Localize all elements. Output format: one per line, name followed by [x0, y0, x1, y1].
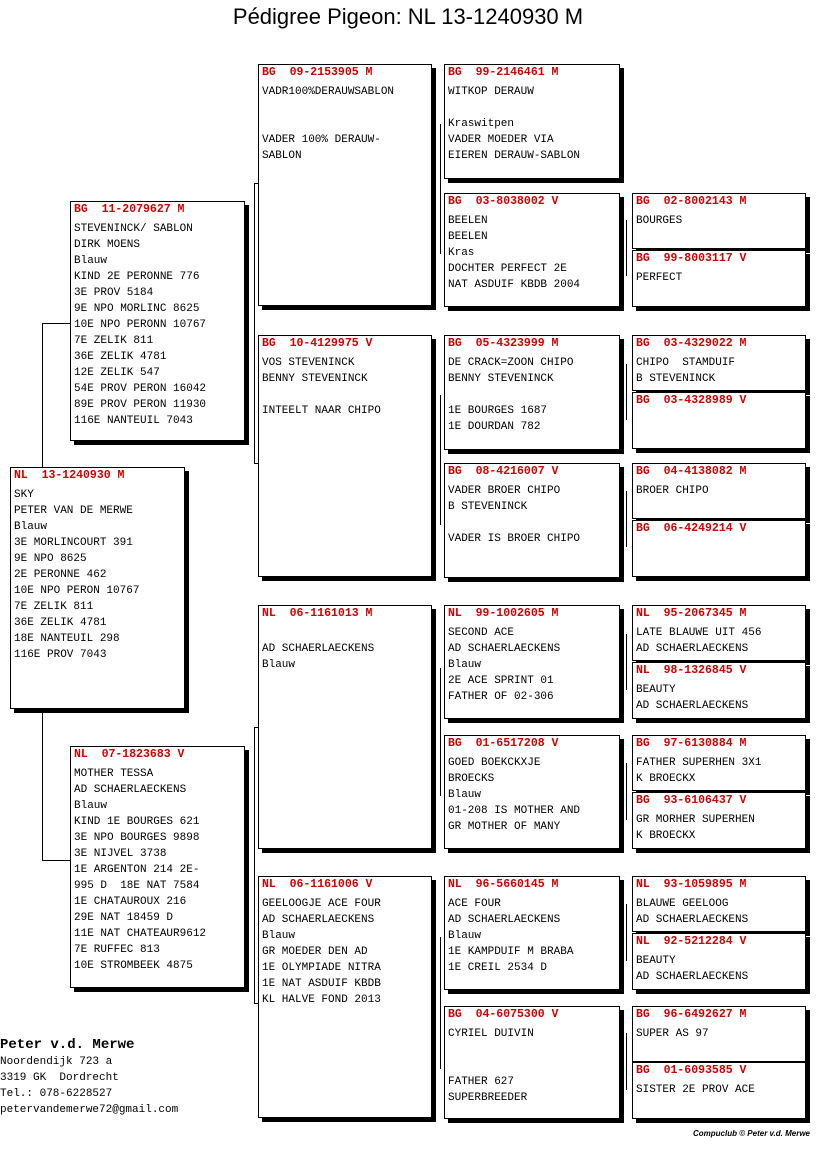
detail-line: K BROECKX: [636, 773, 696, 785]
ring-number: BG 99-8003117 V: [636, 252, 747, 265]
detail-line: Blauw: [74, 255, 108, 267]
detail-line: K BROECKX: [636, 830, 696, 842]
pigeon-card-gen4[interactable]: [632, 250, 806, 307]
detail-line: AD SCHAERLAECKENS: [448, 914, 561, 926]
detail-line: AD SCHAERLAECKENS: [636, 700, 749, 712]
detail-line: AD SCHAERLAECKENS: [262, 643, 375, 655]
detail-line: Blauw: [74, 800, 108, 812]
detail-line: 01-208 IS MOTHER AND: [448, 805, 581, 817]
detail-line: BEELEN: [448, 215, 488, 227]
ring-number: BG 01-6093585 V: [636, 1064, 747, 1077]
detail-line: 10E NPO PERONN 10767: [74, 319, 207, 331]
detail-line: DE CRACK=ZOON CHIPO: [448, 357, 574, 369]
ring-number: BG 10-4129975 V: [262, 337, 373, 350]
detail-line: BLAUWE GEELOOG: [636, 898, 729, 910]
detail-line: AD SCHAERLAECKENS: [636, 971, 749, 983]
pigeon-card-gen3[interactable]: [444, 876, 620, 990]
detail-line: 10E STROMBEEK 4875: [74, 960, 193, 972]
pigeon-card-gen4[interactable]: [632, 1062, 806, 1119]
ring-number: BG 03-4329022 M: [636, 337, 747, 350]
detail-line: BENNY STEVENINCK: [448, 373, 554, 385]
detail-line: BOURGES: [636, 215, 683, 227]
pigeon-card-sire-dam[interactable]: [258, 335, 432, 577]
detail-line: [448, 387, 619, 403]
detail-line: BROECKS: [448, 773, 495, 785]
pigeon-card-gen4[interactable]: [632, 392, 806, 449]
ring-number: BG 02-8002143 M: [636, 195, 747, 208]
detail-line: VADER MOEDER VIA: [448, 134, 554, 146]
detail-line: B STEVENINCK: [448, 501, 528, 513]
pigeon-details: [445, 352, 619, 435]
connector-line: [440, 937, 441, 1069]
detail-line: INTEELT NAAR CHIPO: [262, 405, 381, 417]
detail-line: 1E OLYMPIADE NITRA: [262, 962, 381, 974]
pigeon-card-gen4[interactable]: [632, 463, 806, 519]
detail-line: SECOND ACE: [448, 627, 515, 639]
pigeon-details: [633, 622, 805, 657]
pigeon-details: [633, 480, 805, 499]
connector-line: [440, 668, 441, 796]
email-line[interactable]: petervandemerwe72@gmail.com: [0, 1104, 179, 1116]
detail-line: DIRK MOENS: [74, 239, 141, 251]
detail-line: BEELEN: [448, 231, 488, 243]
detail-line: PERFECT: [636, 272, 683, 284]
owner-name: Peter v.d. Merwe: [0, 1037, 135, 1053]
detail-line: BROER CHIPO: [636, 485, 709, 497]
detail-line: VADER 100% DERAUW-: [262, 134, 381, 146]
pigeon-details: [633, 679, 805, 714]
pigeon-details: [259, 81, 431, 164]
ring-number: NL 95-2067345 M: [636, 607, 747, 620]
pigeon-details: [445, 622, 619, 705]
connector-line: [626, 220, 627, 276]
detail-line: AD SCHAERLAECKENS: [448, 643, 561, 655]
detail-line: 2E ACE SPRINT 01: [448, 675, 554, 687]
detail-line: NAT ASDUIF KBDB 2004: [448, 279, 581, 291]
detail-line: CHIPO STAMDUIF: [636, 357, 736, 369]
pigeon-details: [633, 210, 805, 229]
detail-line: 995 D 18E NAT 7584: [74, 880, 200, 892]
detail-line: MOTHER TESSA: [74, 768, 154, 780]
detail-line: Blauw: [448, 789, 482, 801]
detail-line: WITKOP DERAUW: [448, 86, 534, 98]
pigeon-card-dam-dam[interactable]: [258, 876, 432, 1118]
ring-number: BG 08-4216007 V: [448, 465, 559, 478]
detail-line: 12E ZELIK 547: [74, 367, 160, 379]
detail-line: 29E NAT 18459 D: [74, 912, 174, 924]
detail-line: 1E ARGENTON 214 2E-: [74, 864, 200, 876]
ring-number: NL 13-1240930 M: [14, 469, 125, 482]
detail-line: VOS STEVENINCK: [262, 357, 355, 369]
pigeon-details: [633, 950, 805, 985]
connector-line: [626, 364, 627, 420]
ring-number: BG 06-4249214 V: [636, 522, 747, 535]
detail-line: DOCHTER PERFECT 2E: [448, 263, 567, 275]
pigeon-details: [445, 480, 619, 547]
detail-line: EIEREN DERAUW-SABLON: [448, 150, 581, 162]
detail-line: BENNY STEVENINCK: [262, 373, 368, 385]
pigeon-card-gen3[interactable]: [444, 463, 620, 578]
pigeon-details: [445, 210, 619, 293]
ring-number: BG 93-6106437 V: [636, 794, 747, 807]
detail-line: VADER BROER CHIPO: [448, 485, 561, 497]
pigeon-card-sire-sire[interactable]: [258, 64, 432, 306]
ring-number: BG 05-4323999 M: [448, 337, 559, 350]
detail-line: 7E ZELIK 811: [14, 601, 94, 613]
detail-line: Kras: [448, 247, 475, 259]
pigeon-card-gen4[interactable]: [632, 662, 806, 719]
pigeon-details: [11, 484, 184, 663]
detail-line: 18E NANTEUIL 298: [14, 633, 120, 645]
pigeon-card-gen3[interactable]: [444, 1006, 620, 1119]
connector-line: [254, 183, 255, 463]
pigeon-details: [259, 893, 431, 1008]
detail-line: [262, 116, 431, 132]
pigeon-details: [445, 752, 619, 835]
detail-line: AD SCHAERLAECKENS: [636, 914, 749, 926]
detail-line: 2E PERONNE 462: [14, 569, 107, 581]
phone-line: Tel.: 078-6228527: [0, 1088, 113, 1100]
detail-line: [262, 100, 431, 116]
connector-line: [626, 1033, 627, 1090]
detail-line: SUPERBREEDER: [448, 1092, 528, 1104]
pigeon-card-gen4[interactable]: [632, 792, 806, 849]
detail-line: 10E NPO PERON 10767: [14, 585, 140, 597]
pigeon-card-dam-sire[interactable]: [258, 605, 432, 849]
pigeon-details: [633, 1079, 805, 1098]
pigeon-details: [445, 81, 619, 164]
pigeon-card-gen4[interactable]: [632, 933, 806, 990]
pigeon-details: [259, 352, 431, 419]
detail-line: AD SCHAERLAECKENS: [262, 914, 375, 926]
connector-line: [440, 124, 441, 254]
detail-line: ACE FOUR: [448, 898, 501, 910]
ring-number: BG 09-2153905 M: [262, 66, 373, 79]
pigeon-card-sire[interactable]: [70, 201, 245, 441]
ring-number: NL 99-1002605 M: [448, 607, 559, 620]
detail-line: [448, 100, 619, 116]
pigeon-card-dam[interactable]: [70, 746, 245, 988]
detail-line: BEAUTY: [636, 955, 676, 967]
ring-number: BG 96-6492627 M: [636, 1008, 747, 1021]
detail-line: BEAUTY: [636, 684, 676, 696]
pigeon-details: [633, 1023, 805, 1042]
pigeon-card-gen4[interactable]: [632, 735, 806, 791]
connector-line: [626, 491, 627, 547]
pigeon-card-gen4[interactable]: [632, 520, 806, 577]
ring-number: BG 01-6517208 V: [448, 737, 559, 750]
detail-line: PETER VAN DE MERWE: [14, 505, 133, 517]
detail-line: VADER IS BROER CHIPO: [448, 533, 581, 545]
detail-line: [262, 387, 431, 403]
detail-line: GEELOOGJE ACE FOUR: [262, 898, 381, 910]
detail-line: 116E NANTEUIL 7043: [74, 415, 193, 427]
connector-line: [440, 395, 441, 525]
detail-line: [448, 515, 619, 531]
ring-number: BG 04-4138082 M: [636, 465, 747, 478]
detail-line: Blauw: [448, 930, 482, 942]
detail-line: SUPER AS 97: [636, 1028, 709, 1040]
detail-line: FATHER OF 02-306: [448, 691, 554, 703]
connector-line: [626, 904, 627, 961]
detail-line: AD SCHAERLAECKENS: [636, 643, 749, 655]
detail-line: FATHER 627: [448, 1076, 515, 1088]
detail-line: CYRIEL DUIVIN: [448, 1028, 534, 1040]
pigeon-details: [633, 752, 805, 787]
address-line: Noordendijk 723 a: [0, 1056, 113, 1068]
footer-credit: Compuclub © Peter v.d. Merwe: [692, 1129, 810, 1138]
detail-line: 1E DOURDAN 782: [448, 421, 541, 433]
ring-number: BG 11-2079627 M: [74, 203, 185, 216]
pigeon-card-gen4[interactable]: [632, 605, 806, 661]
detail-line: Blauw: [262, 659, 296, 671]
detail-line: 1E NAT ASDUIF KBDB: [262, 978, 381, 990]
detail-line: Kraswitpen: [448, 118, 515, 130]
connector-line: [42, 860, 71, 861]
ring-number: NL 06-1161006 V: [262, 878, 373, 891]
detail-line: SABLON: [262, 150, 302, 162]
detail-line: LATE BLAUWE UIT 456: [636, 627, 762, 639]
connector-line: [254, 727, 255, 1003]
detail-line: 54E PROV PERON 16042: [74, 383, 207, 395]
detail-line: [448, 1058, 619, 1074]
detail-line: AD SCHAERLAECKENS: [74, 784, 187, 796]
pigeon-details: [71, 218, 244, 429]
connector-line: [626, 634, 627, 690]
ring-number: NL 98-1326845 V: [636, 664, 747, 677]
detail-line: FATHER SUPERHEN 3X1: [636, 757, 762, 769]
pigeon-details: [633, 809, 805, 844]
ring-number: NL 96-5660145 M: [448, 878, 559, 891]
address-line: 3319 GK Dordrecht: [0, 1072, 119, 1084]
detail-line: B STEVENINCK: [636, 373, 716, 385]
detail-line: GR MOEDER DEN AD: [262, 946, 368, 958]
detail-line: 3E NIJVEL 3738: [74, 848, 167, 860]
pigeon-card-gen3[interactable]: [444, 64, 620, 179]
detail-line: GOED BOEKCKXJE: [448, 757, 541, 769]
detail-line: 116E PROV 7043: [14, 649, 107, 661]
ring-number: BG 99-2146461 M: [448, 66, 559, 79]
detail-line: GR MORHER SUPERHEN: [636, 814, 755, 826]
detail-line: KIND 2E PERONNE 776: [74, 271, 200, 283]
connector-line: [42, 323, 71, 324]
pigeon-details: [71, 763, 244, 974]
detail-line: 36E ZELIK 4781: [14, 617, 107, 629]
pigeon-details: [633, 352, 805, 387]
detail-line: 1E BOURGES 1687: [448, 405, 548, 417]
pigeon-card-gen3[interactable]: [444, 193, 620, 307]
pigeon-card-gen4[interactable]: [632, 876, 806, 932]
detail-line: [448, 1042, 619, 1058]
detail-line: Blauw: [14, 521, 48, 533]
ring-number: NL 07-1823683 V: [74, 748, 185, 761]
ring-number: BG 03-8038002 V: [448, 195, 559, 208]
detail-line: SKY: [14, 489, 34, 501]
detail-line: KIND 1E BOURGES 621: [74, 816, 200, 828]
ring-number: BG 03-4328989 V: [636, 394, 747, 407]
detail-line: 36E ZELIK 4781: [74, 351, 167, 363]
owner-address: [0, 1036, 178, 1118]
detail-line: STEVENINCK/ SABLON: [74, 223, 193, 235]
detail-line: 7E ZELIK 811: [74, 335, 154, 347]
connector-line: [42, 323, 43, 469]
detail-line: GR MOTHER OF MANY: [448, 821, 561, 833]
pigeon-details: [445, 893, 619, 976]
detail-line: Blauw: [448, 659, 482, 671]
pigeon-card-gen3[interactable]: [444, 605, 620, 719]
detail-line: 7E RUFFEC 813: [74, 944, 160, 956]
detail-line: 89E PROV PERON 11930: [74, 399, 207, 411]
pigeon-card-gen4[interactable]: [632, 1006, 806, 1062]
detail-line: SISTER 2E PROV ACE: [636, 1084, 755, 1096]
connector-line: [626, 763, 627, 820]
pigeon-card-gen3[interactable]: [444, 335, 620, 450]
pigeon-details: [633, 267, 805, 286]
detail-line: 3E MORLINCOURT 391: [14, 537, 133, 549]
detail-line: VADR100%DERAUWSABLON: [262, 86, 395, 98]
pigeon-card-gen3[interactable]: [444, 735, 620, 849]
ring-number: BG 97-6130884 M: [636, 737, 747, 750]
pigeon-card-gen4[interactable]: [632, 193, 806, 249]
page-title: Pédigree Pigeon: NL 13-1240930 M: [232, 4, 584, 29]
ring-number: BG 04-6075300 V: [448, 1008, 559, 1021]
pigeon-details: [259, 622, 431, 673]
pigeon-details: [445, 1023, 619, 1106]
detail-line: 11E NAT CHATEAUR9612: [74, 928, 207, 940]
detail-line: [262, 625, 431, 641]
connector-line: [42, 712, 43, 860]
detail-line: 1E CREIL 2534 D: [448, 962, 548, 974]
detail-line: 1E CHATAUROUX 216: [74, 896, 187, 908]
pigeon-card-gen4[interactable]: [632, 335, 806, 391]
ring-number: NL 93-1059895 M: [636, 878, 747, 891]
detail-line: 9E NPO MORLINC 8625: [74, 303, 200, 315]
detail-line: KL HALVE FOND 2013: [262, 994, 381, 1006]
detail-line: 1E KAMPDUIF M BRABA: [448, 946, 574, 958]
detail-line: 3E PROV 5184: [74, 287, 154, 299]
detail-line: 9E NPO 8625: [14, 553, 87, 565]
ring-number: NL 06-1161013 M: [262, 607, 373, 620]
ring-number: NL 92-5212284 V: [636, 935, 747, 948]
detail-line: Blauw: [262, 930, 296, 942]
pigeon-details: [633, 893, 805, 928]
detail-line: 3E NPO BOURGES 9898: [74, 832, 200, 844]
pigeon-card-subject[interactable]: [10, 467, 185, 709]
